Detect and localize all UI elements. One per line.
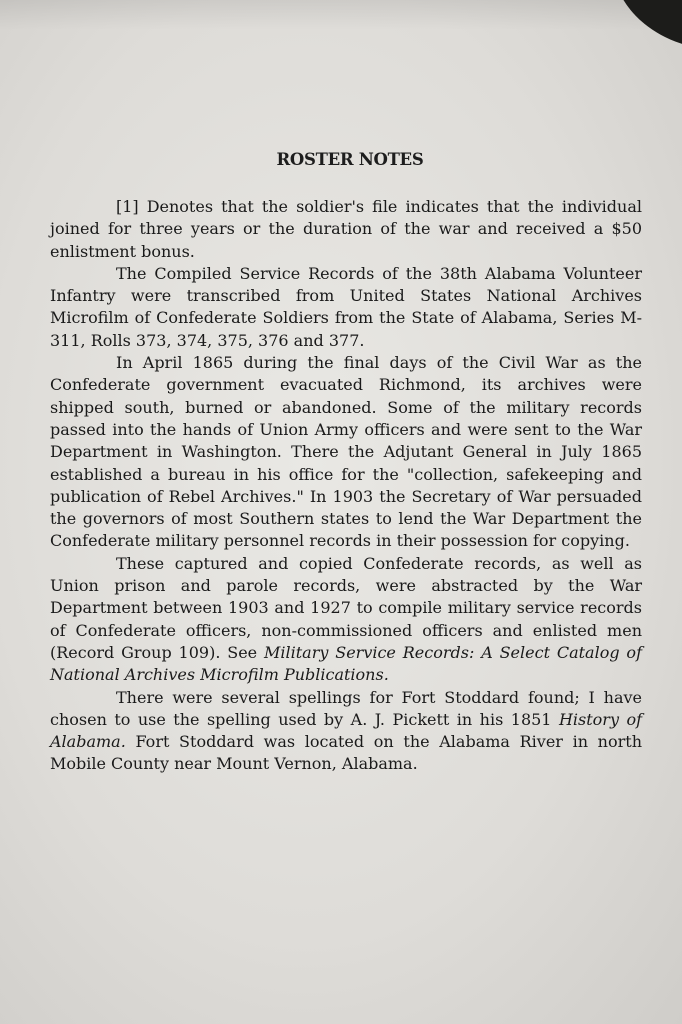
page-title: ROSTER NOTES xyxy=(276,150,424,169)
paragraph-2 xyxy=(50,263,642,352)
paragraph-1-text: [1] Denotes that the soldier's file indicates that the individual joined for three years or the duration of the war and received a $50 enlistment bonus. xyxy=(50,197,642,261)
page-shadow xyxy=(0,0,682,30)
paragraph-3-text: In April 1865 during the final days of the Civil War as the Confederate government evacuated Richmond, its archives were shipped south, burned or abandoned. Some of the military records passed into the hands of Union Army officers and were sent to the War Department in Washington. There the Adjutant General in July 1865 established a bureau in his office for the "collection, safekeeping and publication of Rebel Archives." In 1903 the Secretary of War persuaded the governors of most Southern states to lend the War Department the Confederate military personnel records in their possession for copying. xyxy=(50,353,642,551)
paragraph-1 xyxy=(50,196,642,263)
notes-body xyxy=(50,196,642,776)
paragraph-3 xyxy=(50,352,642,553)
paragraph-5-text-a: There were several spellings for Fort Stoddard found; I have chosen to use the spelling used by A. J. Pickett in his 1851 xyxy=(50,687,642,729)
paragraph-5 xyxy=(50,687,642,776)
paragraph-4-text: These captured and copied Confederate records, as well as Union prison and parole records, were abstracted by the War Department between 1903 and 1927 to compile military service records of Confederate officers, non-commissioned officers and enlisted men (Record Group 109). See xyxy=(50,553,642,662)
paragraph-5-text-b: Fort Stoddard was located on the Alabama River in north Mobile County near Mount Vernon, Alabama. xyxy=(50,732,642,774)
paragraph-4 xyxy=(50,553,642,687)
paragraph-5-book-title: History of Alabama. xyxy=(50,709,642,752)
paragraph-2-text: The Compiled Service Records of the 38th Alabama Volunteer Infantry were transcribed from United States National Archives Microfilm of Confederate Soldiers from the State of Alabama, Series M-311, Rolls 373, 374, 375, 376 and 377. xyxy=(50,263,642,350)
paragraph-4-citation: Military Service Records: A Select Catalog of National Archives Microfilm Publications. xyxy=(50,642,642,685)
